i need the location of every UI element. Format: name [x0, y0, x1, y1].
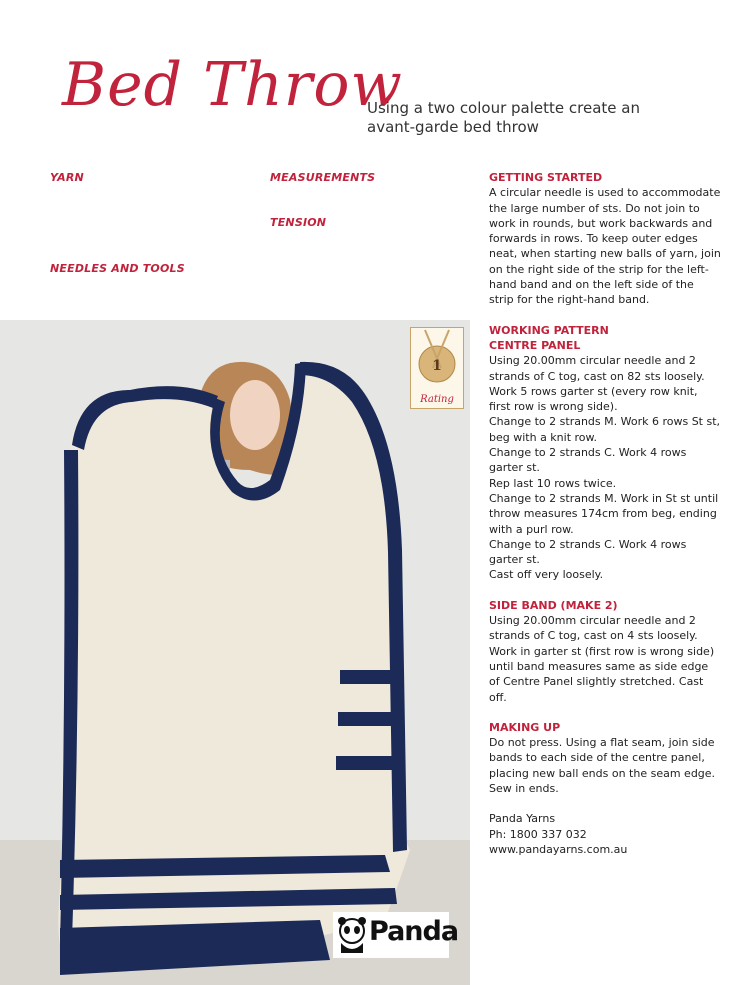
- rating-badge: [410, 327, 464, 409]
- pattern-line: Using 20.00mm circular needle and 2 strands of C tog, cast on 82 sts loosely.: [489, 354, 705, 383]
- pattern-line: Rep last 10 rows twice.: [489, 476, 617, 490]
- pattern-line: Work 5 rows garter st (every row knit, first row is wrong side).: [489, 384, 698, 414]
- working-pattern-section: [489, 323, 721, 583]
- centre-panel-heading: CENTRE PANEL: [489, 338, 581, 352]
- contact-phone: Ph: 1800 337 032: [489, 827, 587, 841]
- subtitle-line-2: avant-garde bed throw: [367, 118, 539, 136]
- getting-started-section: [489, 170, 721, 308]
- pattern-line: Cast off very loosely.: [489, 568, 604, 582]
- contact-website: www.pandayarns.com.au: [489, 842, 628, 856]
- pattern-line: Change to 2 strands C. Work 4 rows garter st.: [489, 446, 687, 475]
- instructions-column: [489, 170, 721, 872]
- contact-block: [489, 811, 721, 857]
- making-up-heading: MAKING UP: [489, 720, 561, 734]
- page-subtitle: [367, 99, 667, 137]
- tension-label: TENSION: [270, 216, 327, 229]
- panda-icon: [335, 915, 369, 955]
- making-up-line: Sew in ends.: [489, 781, 559, 795]
- measurements-label: MEASUREMENTS: [270, 171, 376, 184]
- panda-logo: [333, 912, 459, 958]
- making-up-section: [489, 720, 721, 796]
- contact-name: Panda Yarns: [489, 812, 556, 826]
- rating-value: 1: [432, 358, 442, 374]
- pattern-line: Change to 2 strands M. Work in St st until throw measures 174cm from beg, ending with a purl row.: [489, 491, 719, 536]
- yarn-ball-icon: [411, 328, 463, 390]
- subtitle-line-1: Using a two colour palette create an: [367, 99, 640, 117]
- making-up-line: Do not press. Using a flat seam, join side bands to each side of the centre panel, placing new ball ends on the seam edge.: [489, 736, 716, 780]
- working-pattern-heading: WORKING PATTERN: [489, 323, 609, 337]
- bed-throw-photo: [0, 320, 470, 985]
- pattern-line: Change to 2 strands C. Work 4 rows garter st.: [489, 537, 687, 567]
- pattern-line: Change to 2 strands M. Work 6 rows St st, beg with a knit row.: [489, 415, 721, 444]
- side-band-section: [489, 598, 721, 705]
- needles-label: NEEDLES AND TOOLS: [50, 262, 185, 275]
- rating-label: Rating: [420, 394, 454, 405]
- side-band-text: Using 20.00mm circular needle and 2 strands of C tog, cast on 4 sts loosely. Work in garter st (first row is wrong side) until band measures same as side edge of Centre Panel slightly stretched. Cast off.: [489, 614, 715, 704]
- getting-started-text: A circular needle is used to accommodate the large number of sts. Do not join to work in rounds, but work backwards and forwards in rows. To keep outer edges neat, when starting new balls of yarn, join on the right side of the strip for the left-hand band and on the left side of the strip for the right-hand band.: [489, 186, 721, 307]
- logo-text: Panda: [369, 916, 459, 947]
- getting-started-heading: GETTING STARTED: [489, 171, 603, 184]
- side-band-heading: SIDE BAND (MAKE 2): [489, 598, 618, 612]
- page-title: Bed Throw: [62, 50, 403, 120]
- yarn-label: YARN: [50, 171, 84, 184]
